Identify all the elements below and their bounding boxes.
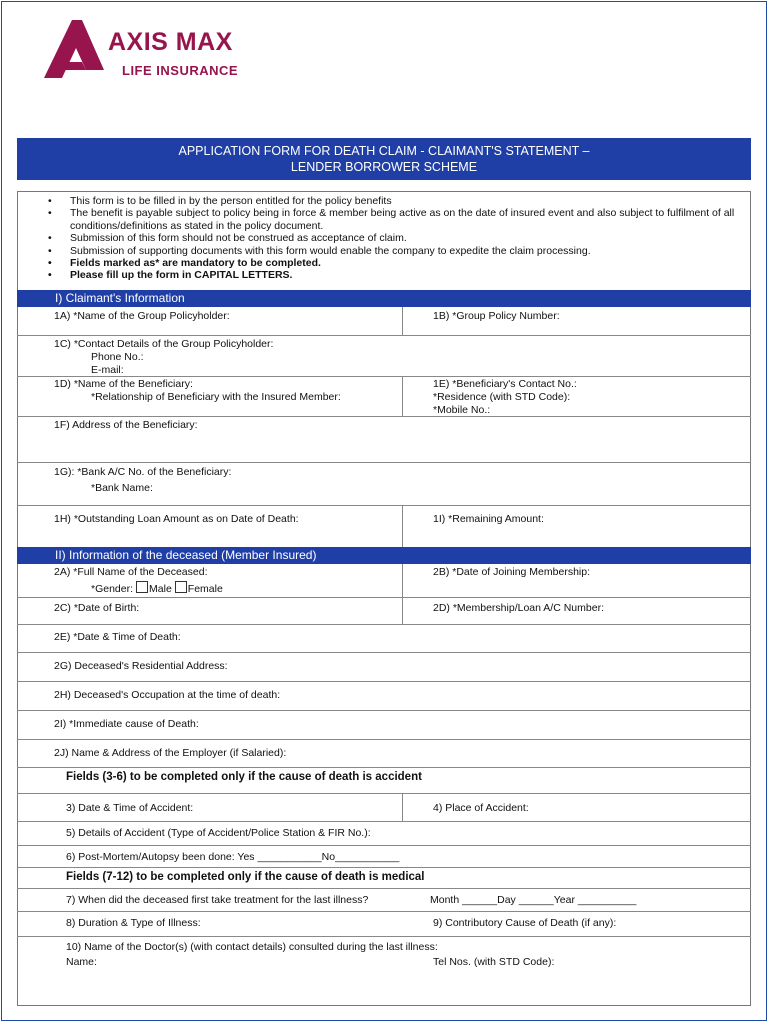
divider bbox=[17, 936, 751, 937]
divider bbox=[402, 376, 403, 416]
gender-label: *Gender: bbox=[91, 583, 134, 595]
divider bbox=[17, 462, 751, 463]
field-1f-label: 1F) Address of the Beneficiary: bbox=[54, 419, 198, 431]
field-2e-label: 2E) *Date & Time of Death: bbox=[54, 631, 181, 643]
field-1d-relationship: *Relationship of Beneficiary with the Insured Member: bbox=[91, 391, 341, 403]
accident-heading: Fields (3-6) to be completed only if the cause of death is accident bbox=[66, 771, 422, 783]
field-7-date: Month ______Day ______Year __________ bbox=[430, 894, 637, 906]
divider bbox=[17, 793, 751, 794]
field-10-label: 10) Name of the Doctor(s) (with contact details) consulted during the last illness: bbox=[66, 941, 438, 953]
divider bbox=[17, 335, 751, 336]
divider bbox=[17, 376, 751, 377]
field-1c-label: 1C) *Contact Details of the Group Policyholder: bbox=[54, 338, 274, 350]
divider bbox=[17, 845, 751, 846]
form-title bbox=[17, 138, 751, 180]
section-deceased-header: II) Information of the deceased (Member Insured) bbox=[17, 547, 751, 564]
field-2i-label: 2I) *Immediate cause of Death: bbox=[54, 718, 199, 730]
field-1e-label: 1E) *Beneficiary's Contact No.: bbox=[433, 378, 577, 390]
instruction-item: • Fields marked as* are mandatory to be completed. bbox=[48, 257, 738, 269]
divider bbox=[17, 652, 751, 653]
field-4-label: 4) Place of Accident: bbox=[433, 802, 529, 814]
axis-max-logo bbox=[42, 18, 282, 88]
field-2d-label: 2D) *Membership/Loan A/C Number: bbox=[433, 602, 604, 614]
divider bbox=[402, 597, 403, 624]
female-checkbox[interactable] bbox=[175, 581, 187, 593]
male-label: Male bbox=[149, 583, 172, 595]
field-2g-label: 2G) Deceased's Residential Address: bbox=[54, 660, 228, 672]
field-2h-label: 2H) Deceased's Occupation at the time of death: bbox=[54, 689, 281, 701]
field-8-label: 8) Duration & Type of Illness: bbox=[66, 917, 201, 929]
title-scheme: LENDER BORROWER SCHEME bbox=[290, 160, 478, 174]
title-main: APPLICATION FORM FOR DEATH CLAIM bbox=[178, 144, 417, 158]
title-rest: - CLAIMANT'S STATEMENT – bbox=[416, 144, 590, 158]
instruction-item: • Please fill up the form in CAPITAL LETTERS. bbox=[48, 269, 738, 281]
divider bbox=[402, 505, 403, 547]
divider bbox=[17, 911, 751, 912]
field-6-label: 6) Post-Mortem/Autopsy been done: Yes ___________No___________ bbox=[66, 851, 400, 863]
field-1e-residence: *Residence (with STD Code): bbox=[433, 391, 571, 403]
field-1i-label: 1I) *Remaining Amount: bbox=[433, 513, 544, 525]
field-2b-label: 2B) *Date of Joining Membership: bbox=[433, 566, 590, 578]
field-1b-label: 1B) *Group Policy Number: bbox=[433, 310, 560, 322]
field-1d-label: 1D) *Name of the Beneficiary: bbox=[54, 378, 193, 390]
male-checkbox[interactable] bbox=[136, 581, 148, 593]
field-7-label: 7) When did the deceased first take treatment for the last illness? bbox=[66, 894, 369, 906]
field-2c-label: 2C) *Date of Birth: bbox=[54, 602, 140, 614]
brand-subtitle: LIFE INSURANCE bbox=[122, 63, 239, 78]
female-label: Female bbox=[187, 583, 223, 595]
triangle-logo-icon bbox=[42, 18, 106, 80]
divider bbox=[402, 307, 403, 335]
divider bbox=[17, 624, 751, 625]
divider bbox=[17, 681, 751, 682]
field-1g-label: 1G): *Bank A/C No. of the Beneficiary: bbox=[54, 466, 232, 478]
divider bbox=[17, 888, 751, 889]
divider bbox=[17, 597, 751, 598]
medical-heading: Fields (7-12) to be completed only if the cause of death is medical bbox=[66, 871, 425, 883]
instruction-item: • This form is to be filled in by the person entitled for the policy benefits bbox=[48, 195, 738, 207]
instruction-item: • Submission of this form should not be construed as acceptance of claim. bbox=[48, 232, 738, 244]
section-claimant-header: I) Claimant's Information bbox=[17, 290, 751, 307]
divider bbox=[17, 710, 751, 711]
divider bbox=[17, 505, 751, 506]
field-10-tel: Tel Nos. (with STD Code): bbox=[433, 956, 555, 968]
divider bbox=[402, 564, 403, 597]
field-1a-label: 1A) *Name of the Group Policyholder: bbox=[54, 310, 230, 322]
field-5-label: 5) Details of Accident (Type of Accident/Police Station & FIR No.): bbox=[66, 827, 371, 839]
field-9-label: 9) Contributory Cause of Death (if any): bbox=[433, 917, 617, 929]
field-2a-label: 2A) *Full Name of the Deceased: bbox=[54, 566, 208, 578]
field-3-label: 3) Date & Time of Accident: bbox=[66, 802, 194, 814]
field-1c-email: E-mail: bbox=[91, 364, 124, 376]
field-1g-bank: *Bank Name: bbox=[91, 482, 153, 494]
divider bbox=[17, 821, 751, 822]
divider bbox=[17, 739, 751, 740]
divider bbox=[402, 793, 403, 821]
field-10-name: Name: bbox=[66, 956, 97, 968]
field-2j-label: 2J) Name & Address of the Employer (if Salaried): bbox=[54, 747, 287, 759]
instruction-item: • The benefit is payable subject to policy being in force & member being active as on the date of insured event and also subject to fulfilment of all conditions/definitions as stated in the policy document. bbox=[48, 207, 738, 232]
divider bbox=[17, 867, 751, 868]
instructions bbox=[48, 195, 738, 282]
divider bbox=[17, 767, 751, 768]
field-1c-phone: Phone No.: bbox=[91, 351, 144, 363]
field-1h-label: 1H) *Outstanding Loan Amount as on Date of Death: bbox=[54, 513, 299, 525]
field-1e-mobile: *Mobile No.: bbox=[433, 404, 491, 416]
brand-name: AXIS MAX bbox=[108, 28, 233, 56]
field-2a-gender bbox=[91, 581, 223, 596]
divider bbox=[17, 416, 751, 417]
instruction-item: • Submission of supporting documents with this form would enable the company to expedite the claim processing. bbox=[48, 245, 738, 257]
